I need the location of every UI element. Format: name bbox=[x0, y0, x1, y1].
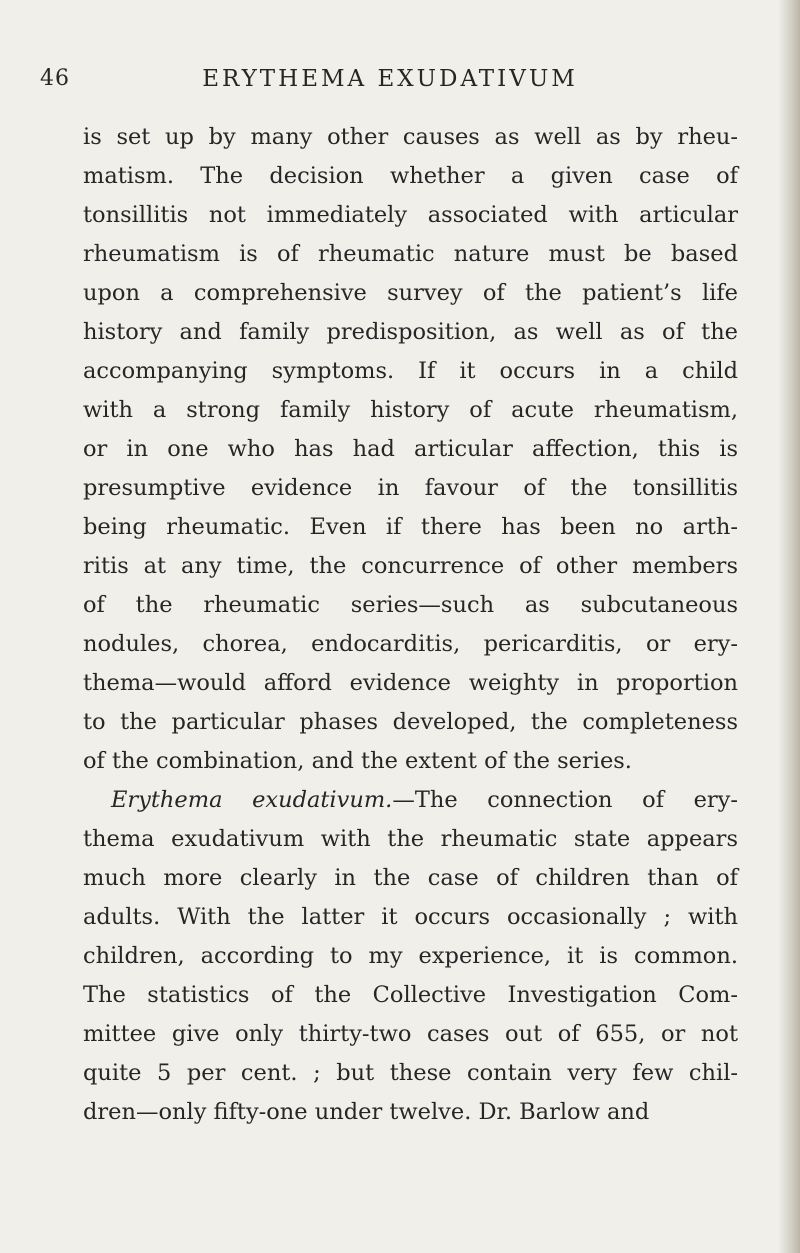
page-edge bbox=[778, 0, 800, 1253]
section-heading: Erythema exudativum. bbox=[111, 787, 393, 813]
text-line: tonsillitis not immediately associated with articular bbox=[83, 202, 738, 228]
running-title: ERYTHEMA EXUDATIVUM bbox=[202, 66, 578, 92]
text-line: of the combination, and the extent of the series. bbox=[83, 748, 632, 774]
text-line: matism. The decision whether a given case of bbox=[83, 163, 738, 189]
text-line: The statistics of the Collective Investigation Com- bbox=[83, 982, 738, 1008]
text-body bbox=[83, 118, 738, 1132]
text-line: accompanying symptoms. If it occurs in a child bbox=[83, 358, 738, 384]
text-line: to the particular phases developed, the completeness bbox=[83, 709, 738, 735]
text-line: nodules, chorea, endocarditis, pericarditis, or ery- bbox=[83, 631, 738, 657]
text-line: ritis at any time, the concurrence of other members bbox=[83, 553, 738, 579]
text-line: mittee give only thirty-two cases out of 655, or not bbox=[83, 1021, 738, 1047]
text-line: thema exudativum with the rheumatic state appears bbox=[83, 826, 738, 852]
text-line: thema—would afford evidence weighty in proportion bbox=[83, 670, 738, 696]
text-line: dren—only fifty-one under twelve. Dr. Barlow and bbox=[83, 1099, 650, 1125]
text-line: being rheumatic. Even if there has been no arth- bbox=[83, 514, 738, 540]
paragraph-1 bbox=[83, 118, 738, 781]
text-line: quite 5 per cent. ; but these contain very few chil- bbox=[83, 1060, 738, 1086]
page-number: 46 bbox=[40, 66, 70, 91]
text-line: or in one who has had articular affection, this is bbox=[83, 436, 738, 462]
text-line: presumptive evidence in favour of the tonsillitis bbox=[83, 475, 738, 501]
text-line bbox=[83, 781, 738, 820]
text-line: is set up by many other causes as well as by rheu- bbox=[83, 124, 738, 150]
text-line: adults. With the latter it occurs occasionally ; with bbox=[83, 904, 738, 930]
text-line: rheumatism is of rheumatic nature must be based bbox=[83, 241, 738, 267]
text-fragment: —The connection of ery- bbox=[392, 787, 738, 813]
text-line: with a strong family history of acute rheumatism, bbox=[83, 397, 738, 423]
text-line: history and family predisposition, as well as of the bbox=[83, 319, 738, 345]
paragraph-2 bbox=[83, 781, 738, 1132]
text-line: much more clearly in the case of children than of bbox=[83, 865, 738, 891]
page-header bbox=[40, 62, 740, 102]
text-line: of the rheumatic series—such as subcutaneous bbox=[83, 592, 738, 618]
text-line: children, according to my experience, it is common. bbox=[83, 943, 738, 969]
text-line: upon a comprehensive survey of the patient’s life bbox=[83, 280, 738, 306]
